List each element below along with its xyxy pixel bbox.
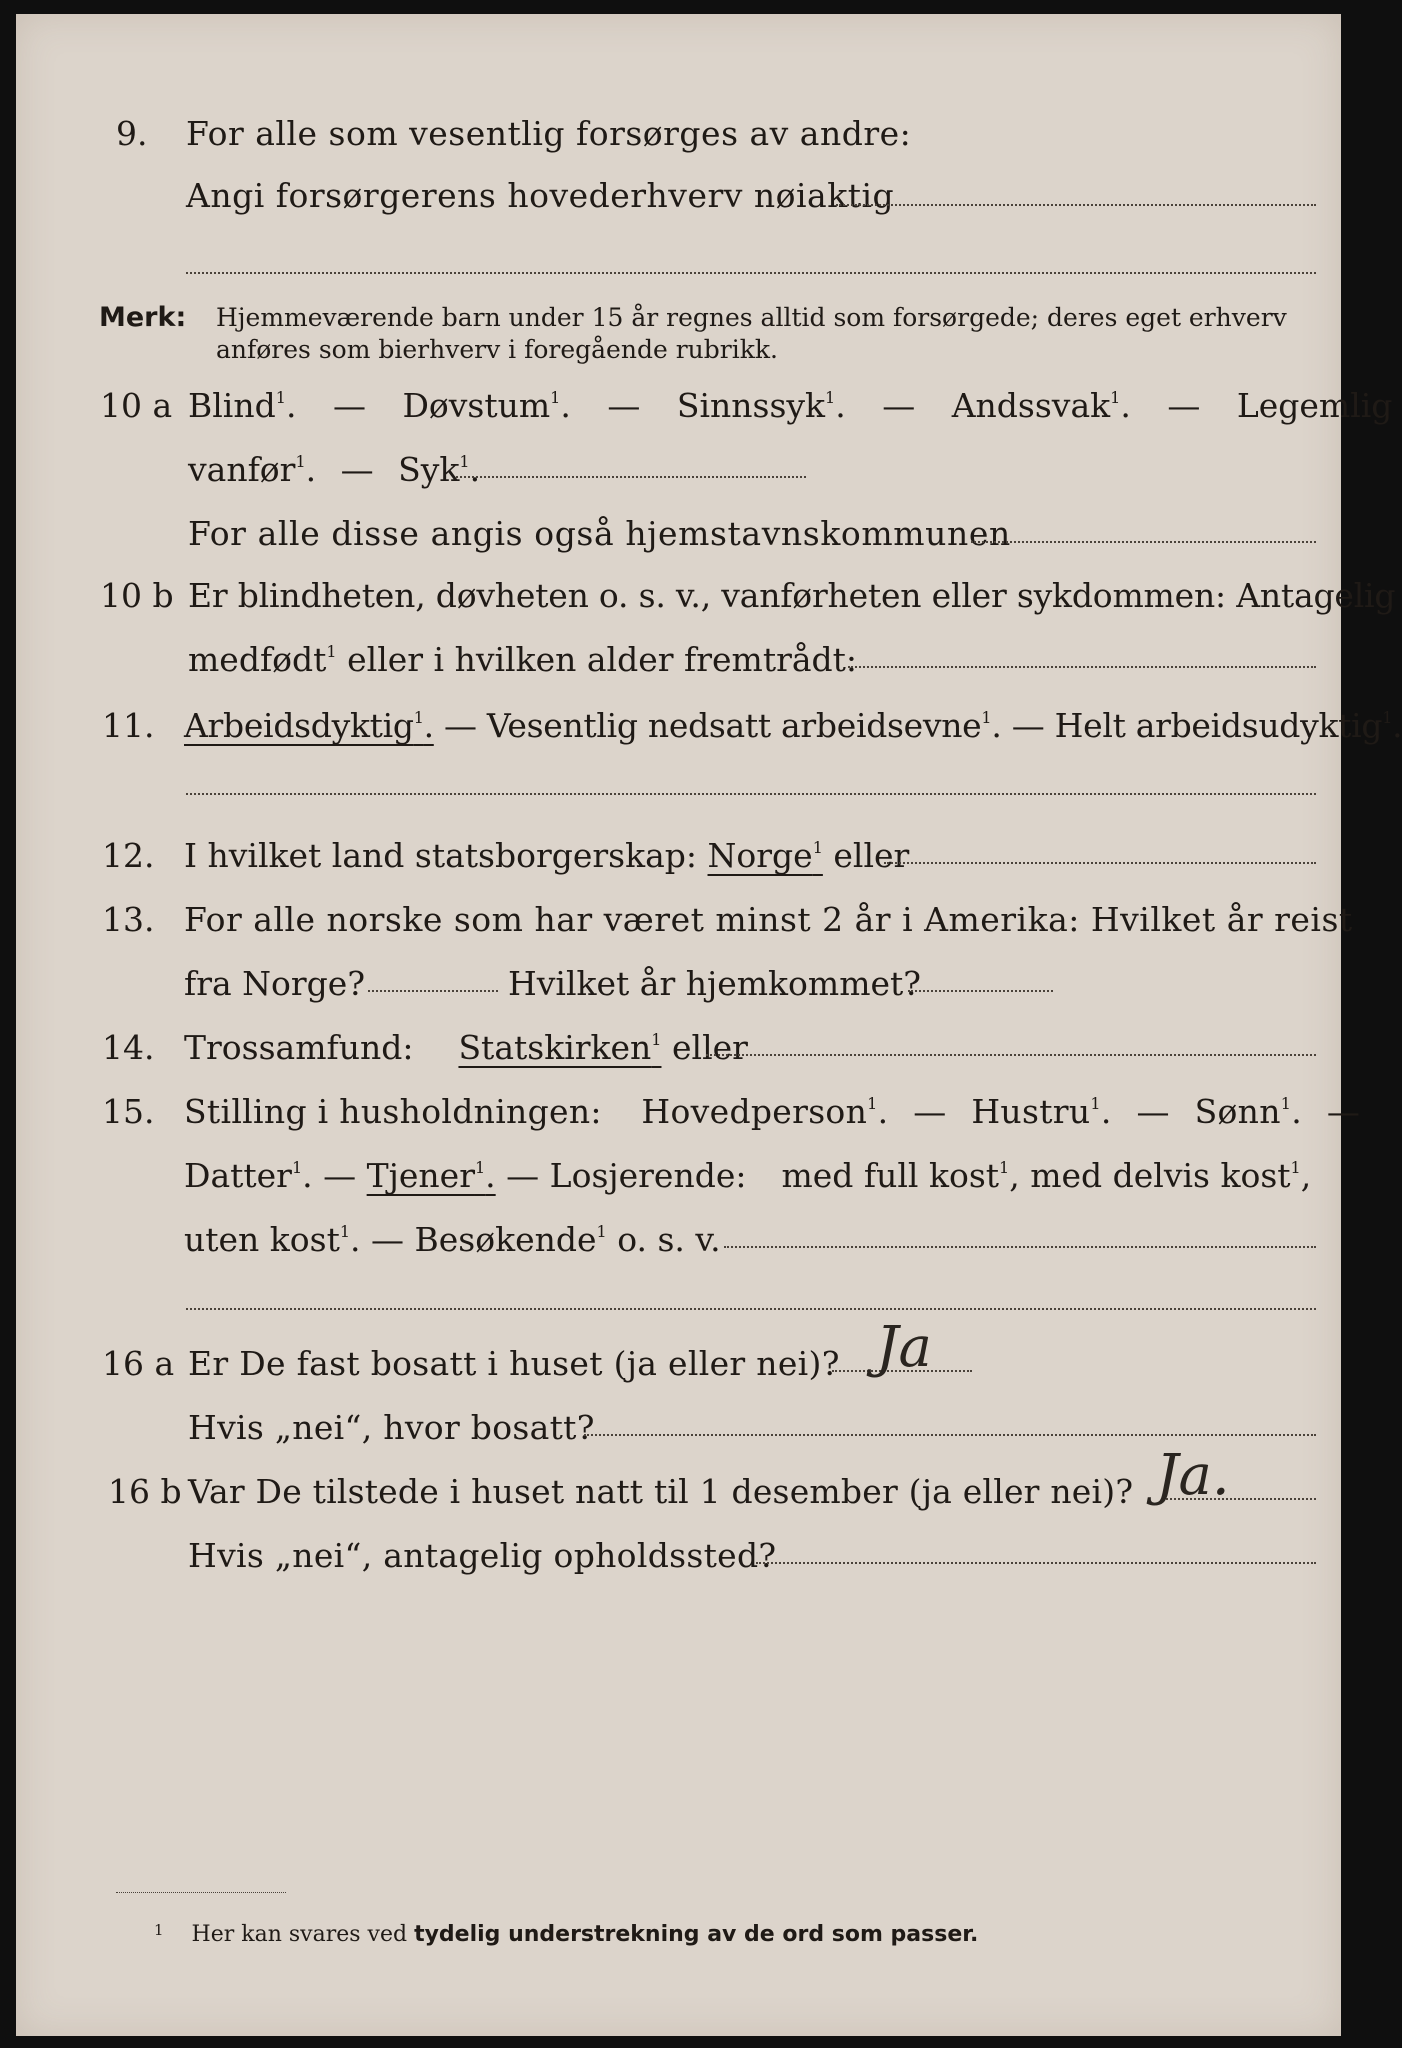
q10b-line2	[188, 640, 857, 686]
q13-hjemkommet-line[interactable]	[908, 990, 1053, 992]
q15-losjerende: Losjerende:	[549, 1156, 747, 1195]
q16b-line1: Var De tilstede i huset natt til 1 desember (ja eller nei)?	[188, 1472, 1134, 1511]
q13-number: 13.	[102, 900, 155, 939]
option-uten-kost[interactable]: uten kost$^1$.	[184, 1220, 361, 1259]
option-hovedperson[interactable]: Hovedperson$^1$.	[641, 1092, 889, 1131]
q10b-answer-line[interactable]	[848, 666, 1316, 668]
option-medfodt[interactable]: medfødt$^1$	[188, 640, 337, 679]
q10a-line1: Blind$^1$. — Døvstum$^1$. — Sinnssyk$^1$. — Andssvak$^1$. — Legemlig	[188, 386, 1393, 425]
q10b-line1: Er blindheten, døvheten o. s. v., vanførheten eller sykdommen: Antagelig	[188, 576, 1396, 615]
q14-eller: eller	[671, 1028, 748, 1067]
q15-stilling: Stilling i husholdningen:	[184, 1092, 602, 1131]
footnote-emphasis: tydelig understrekning av de ord som passer.	[414, 1922, 979, 1947]
q12-answer-line[interactable]	[884, 862, 1316, 864]
q13-fra-norge: fra Norge?	[184, 964, 366, 1003]
q10a-line2: vanfør$^1$. — Syk$^1$.	[188, 450, 481, 489]
q11-line1: Arbeidsdyktig$^1$. — Vesentlig nedsatt arbeidsevne$^1$. — Helt arbeidsudyktig$^1$.	[184, 706, 1402, 745]
q9-line1: For alle som vesentlig forsørges av andre:	[186, 114, 912, 153]
q11-number: 11.	[102, 706, 155, 745]
footnote-mark: 1	[154, 1921, 164, 1939]
q10a-answer-line[interactable]	[456, 476, 806, 478]
option-nedsatt[interactable]: Vesentlig nedsatt arbeidsevne$^1$.	[486, 706, 1002, 745]
q9-answer-line[interactable]	[836, 204, 1316, 206]
q14-text: Trossamfund:	[184, 1028, 414, 1067]
q12-line1	[184, 836, 909, 882]
q14-answer-line[interactable]	[706, 1054, 1316, 1056]
footnote-text: Her kan svares ved	[191, 1922, 408, 1947]
q9-answer-line-2[interactable]	[186, 272, 1316, 274]
merk-line1: Hjemmeværende barn under 15 år regnes alltid som forsørgede; deres eget erhverv	[216, 303, 1287, 332]
q16b-line2: Hvis „nei“, antagelig opholdssted?	[188, 1536, 777, 1575]
q15-line2: Datter$^1$. — Tjener$^1$. — Losjerende: med full kost$^1$, med delvis kost$^1$,	[184, 1156, 1312, 1195]
q15-answer-line-2[interactable]	[186, 1308, 1316, 1310]
q12-number: 12.	[102, 836, 155, 875]
footnote	[154, 1920, 978, 1951]
option-blind[interactable]: Blind$^1$.	[188, 386, 297, 425]
q12-text: I hvilket land statsborgerskap:	[184, 836, 698, 875]
option-sonn[interactable]: Sønn$^1$.	[1194, 1092, 1303, 1131]
option-syk[interactable]: Syk$^1$.	[398, 450, 481, 489]
option-arbeidsdyktig[interactable]: Arbeidsdyktig$^1$.	[184, 706, 434, 745]
q13-hjemkommet: Hvilket år hjemkommet?	[508, 964, 921, 1003]
q15-line3: uten kost$^1$. — Besøkende$^1$ o. s. v.	[184, 1220, 721, 1259]
q15-line1: Stilling i husholdningen: Hovedperson$^1$. — Hustru$^1$. — Sønn$^1$. —	[184, 1092, 1361, 1131]
option-besokende[interactable]: Besøkende$^1$	[414, 1220, 607, 1259]
q15-number: 15.	[102, 1092, 155, 1131]
option-sinnssyk[interactable]: Sinnssyk$^1$.	[676, 386, 846, 425]
q14-number: 14.	[102, 1028, 155, 1067]
q16b-number: 16 b	[108, 1472, 182, 1511]
merk-label: Merk:	[99, 302, 187, 333]
q10b-line2-text: eller i hvilken alder fremtrådt:	[347, 640, 858, 679]
q16a-bosatt-line[interactable]	[584, 1434, 1316, 1436]
census-form-page	[16, 14, 1402, 2036]
q9-line2: Angi forsørgerens hovederhverv nøiaktig	[186, 176, 895, 215]
q16b-opholdssted-line[interactable]	[756, 1562, 1316, 1564]
q12-eller: eller	[833, 836, 910, 875]
q9-number: 9.	[116, 114, 148, 153]
footnote-rule	[116, 1892, 286, 1893]
option-med-delvis-kost[interactable]: med delvis kost$^1$,	[1030, 1156, 1312, 1195]
option-med-full-kost[interactable]: med full kost$^1$,	[781, 1156, 1020, 1195]
q15-osv: o. s. v.	[617, 1220, 721, 1259]
option-vanfor[interactable]: vanfør$^1$.	[188, 450, 317, 489]
option-udyktig[interactable]: Helt arbeidsudyktig$^1$.	[1054, 706, 1402, 745]
q16a-answer[interactable]: Ja	[876, 1315, 932, 1380]
q15-answer-line[interactable]	[724, 1246, 1316, 1248]
q16a-line1: Er De fast bosatt i huset (ja eller nei)?	[188, 1344, 840, 1383]
q10a-kommune-line[interactable]	[971, 541, 1316, 543]
q16a-number: 16 a	[102, 1344, 175, 1383]
merk-line2: anføres som bierhverv i foregående rubrikk.	[216, 335, 778, 364]
option-andssvak[interactable]: Andssvak$^1$.	[951, 386, 1131, 425]
q14-line1	[184, 1028, 748, 1074]
option-statskirken[interactable]: Statskirken$^1$	[458, 1028, 662, 1067]
option-tjener[interactable]: Tjener$^1$.	[366, 1156, 496, 1195]
q10b-number: 10 b	[100, 576, 174, 615]
option-dovstum[interactable]: Døvstum$^1$.	[402, 386, 571, 425]
option-legemlig[interactable]: Legemlig	[1236, 386, 1393, 425]
option-datter[interactable]: Datter$^1$.	[184, 1156, 313, 1195]
q16b-answer[interactable]: Ja.	[1156, 1443, 1230, 1508]
q13-line1: For alle norske som har været minst 2 år i Amerika: Hvilket år reist	[184, 900, 1353, 939]
q16a-line2: Hvis „nei“, hvor bosatt?	[188, 1408, 595, 1447]
q11-answer-line[interactable]	[186, 793, 1316, 795]
option-norge[interactable]: Norge$^1$	[707, 836, 823, 875]
option-hustru[interactable]: Hustru$^1$.	[971, 1092, 1112, 1131]
q10a-number: 10 a	[100, 386, 173, 425]
q13-reist-line[interactable]	[368, 990, 498, 992]
q10a-line3: For alle disse angis også hjemstavnskommunen	[188, 514, 1011, 553]
